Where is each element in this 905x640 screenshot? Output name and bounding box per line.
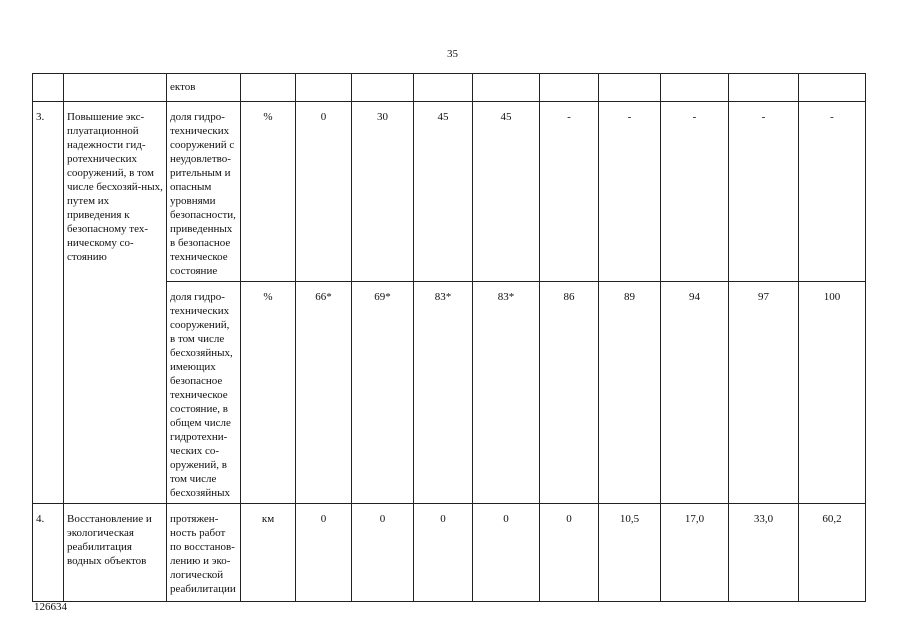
- value-cell: 0: [414, 504, 473, 602]
- table-cell: [599, 74, 661, 102]
- value-cell: -: [729, 102, 799, 282]
- page-number: 35: [447, 48, 458, 60]
- document-code: 126634: [34, 601, 67, 613]
- table-cell: [414, 74, 473, 102]
- value-cell: 83*: [473, 282, 540, 504]
- targets-table: [32, 73, 866, 602]
- table-cell: [64, 74, 167, 102]
- value-cell: 0: [540, 504, 599, 602]
- value-cell: 100: [799, 282, 866, 504]
- value-cell: 69*: [352, 282, 414, 504]
- table-cell: [352, 74, 414, 102]
- value-cell: 0: [352, 504, 414, 602]
- value-cell: 97: [729, 282, 799, 504]
- continuation-cell: ектов: [167, 74, 241, 102]
- value-cell: 0: [296, 504, 352, 602]
- value-cell: 94: [661, 282, 729, 504]
- value-cell: 45: [473, 102, 540, 282]
- unit-cell: %: [241, 282, 296, 504]
- table-row: [33, 102, 866, 282]
- unit-cell: %: [241, 102, 296, 282]
- value-cell: 0: [473, 504, 540, 602]
- value-cell: 89: [599, 282, 661, 504]
- value-cell: 17,0: [661, 504, 729, 602]
- indicator-cell: протяжен-ность работ по восстанов-лению и эко-логической реабилитации: [167, 504, 241, 602]
- value-cell: -: [540, 102, 599, 282]
- value-cell: 0: [296, 102, 352, 282]
- row-number: 3.: [33, 102, 64, 504]
- task-cell: Восстановление и экологическая реабилитация водных объектов: [64, 504, 167, 602]
- row-number: 4.: [33, 504, 64, 602]
- value-cell: 10,5: [599, 504, 661, 602]
- table-cell: [661, 74, 729, 102]
- table-cell: [33, 74, 64, 102]
- unit-cell: км: [241, 504, 296, 602]
- value-cell: -: [599, 102, 661, 282]
- value-cell: 45: [414, 102, 473, 282]
- indicator-cell: доля гидро-технических сооружений с неудовлетво-рительным и опасным уровнями безопасности, приведенных в безопасное техническое состояние: [167, 102, 241, 282]
- table-cell: [799, 74, 866, 102]
- table-cell: [296, 74, 352, 102]
- table-cell: [241, 74, 296, 102]
- value-cell: 30: [352, 102, 414, 282]
- value-cell: 66*: [296, 282, 352, 504]
- table-row: [33, 504, 866, 602]
- value-cell: 83*: [414, 282, 473, 504]
- task-cell: Повышение экс-плуатационной надежности гид-ротехнических сооружений, в том числе бесхозяй-ных, путем их приведения к безопасному тех-ническому со-стоянию: [64, 102, 167, 504]
- value-cell: 60,2: [799, 504, 866, 602]
- value-cell: -: [661, 102, 729, 282]
- indicator-cell: доля гидро-технических сооружений, в том числе бесхозяйных, имеющих безопасное техническое состояние, в общем числе гидротехни-ческих со-оружений, в том числе бесхозяйных: [167, 282, 241, 504]
- table-cell: [473, 74, 540, 102]
- table-row-continuation: [33, 74, 866, 102]
- table-cell: [540, 74, 599, 102]
- value-cell: 86: [540, 282, 599, 504]
- table-cell: [729, 74, 799, 102]
- value-cell: 33,0: [729, 504, 799, 602]
- value-cell: -: [799, 102, 866, 282]
